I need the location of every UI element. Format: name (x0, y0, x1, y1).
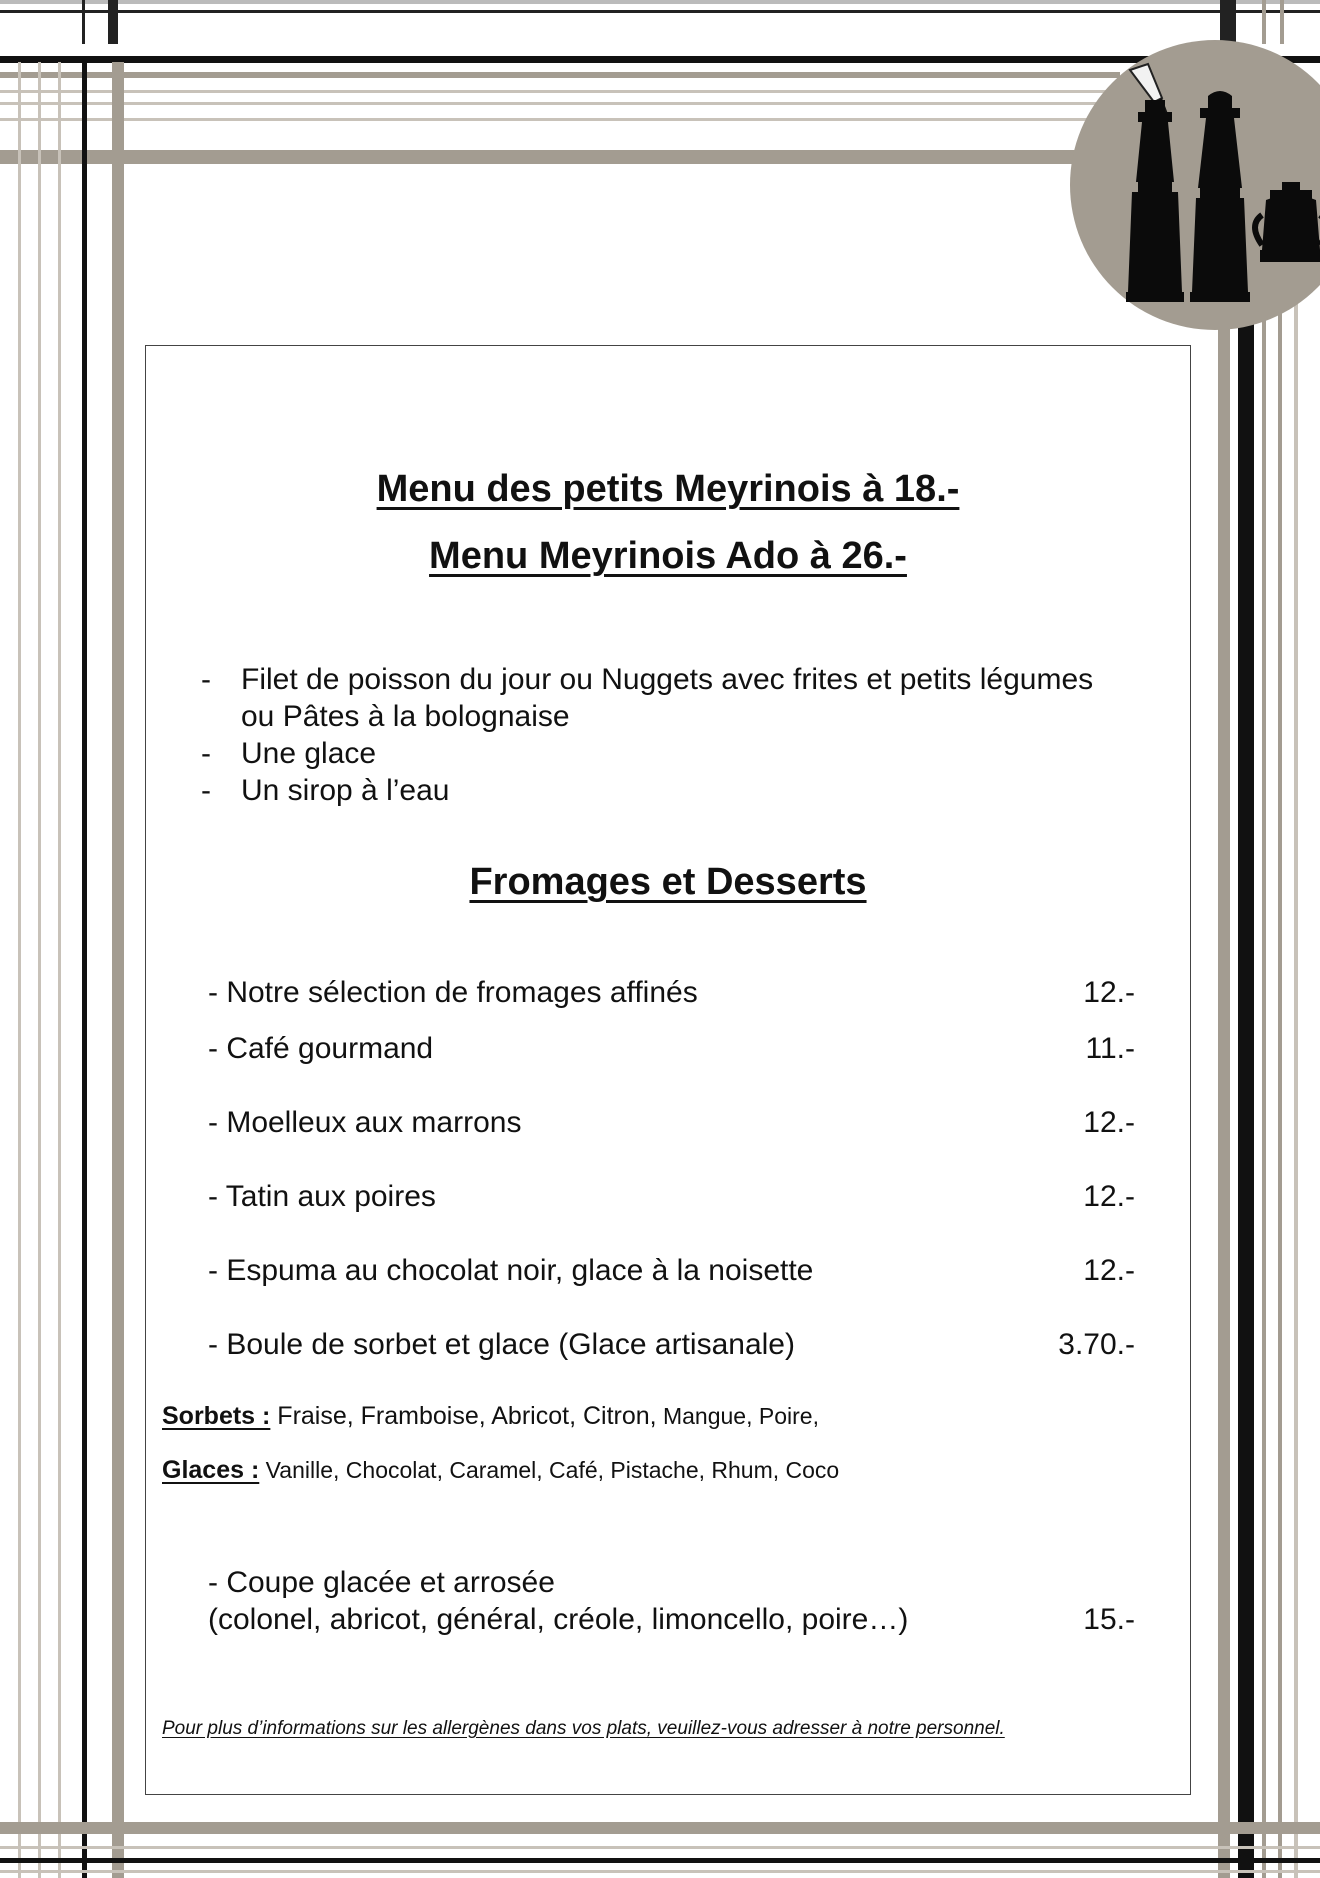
glaces-label: Glaces : (162, 1456, 260, 1484)
dessert-name: - Espuma au chocolat noir, glace à la noisette (208, 1254, 814, 1287)
dessert-item (208, 1180, 1135, 1214)
dessert-name: - Tatin aux poires (208, 1180, 436, 1213)
coupe-price: 15.- (1083, 1603, 1135, 1636)
decorative-circle (1070, 40, 1320, 330)
list-item: - Une glace (201, 737, 377, 770)
list-item: ou Pâtes à la bolognaise (241, 700, 570, 733)
coupe-item (208, 1566, 1135, 1600)
dessert-price: 12.- (1083, 1254, 1135, 1287)
dessert-name: - Boule de sorbet et glace (Glace artisanale) (208, 1328, 795, 1361)
ado-menu-title: Menu Meyrinois Ado à 26.- (429, 535, 907, 577)
list-item: - Filet de poisson du jour ou Nuggets avec frites et petits légumes (201, 663, 1094, 696)
dessert-price: 12.- (1083, 1180, 1135, 1213)
list-item: - Un sirop à l’eau (201, 774, 450, 807)
coupe-name: - Coupe glacée et arrosée (208, 1566, 555, 1599)
coupe-item-details (208, 1603, 1135, 1637)
desserts-title: Fromages et Desserts (469, 861, 867, 903)
dessert-price: 11.- (1085, 1032, 1135, 1065)
dessert-item (208, 1106, 1135, 1140)
sorbets-label: Sorbets : (162, 1402, 271, 1430)
dessert-name: - Notre sélection de fromages affinés (208, 976, 698, 1009)
menu-card (145, 345, 1191, 1795)
kids-menu-list (201, 661, 1161, 809)
glaces-list: Vanille, Chocolat, Caramel, Café, Pistache, Rhum, Coco (259, 1457, 840, 1483)
dessert-item (208, 1032, 1135, 1066)
coupe-details: (colonel, abricot, général, créole, limoncello, poire…) (208, 1603, 909, 1636)
dessert-item (208, 1254, 1135, 1288)
dessert-name: - Moelleux aux marrons (208, 1106, 522, 1139)
dessert-price: 12.- (1083, 976, 1135, 1009)
dessert-item (208, 976, 1135, 1010)
dessert-name: - Café gourmand (208, 1032, 434, 1065)
dessert-price: 12.- (1083, 1106, 1135, 1139)
sorbets-list: Fraise, Framboise, Abricot, Citron, (270, 1402, 657, 1430)
allergen-note: Pour plus d’informations sur les allergènes dans vos plats, veuillez-vous adresser à notre personnel. (162, 1718, 1005, 1739)
pepper-mill-icon (1070, 40, 1320, 330)
sorbets-line (162, 1402, 819, 1431)
kids-menu-title: Menu des petits Meyrinois à 18.- (376, 468, 960, 510)
dessert-item (208, 1328, 1135, 1362)
dessert-price: 3.70.- (1058, 1328, 1135, 1361)
glaces-line (162, 1456, 839, 1485)
sorbets-list-small: Mangue, Poire, (656, 1403, 819, 1429)
